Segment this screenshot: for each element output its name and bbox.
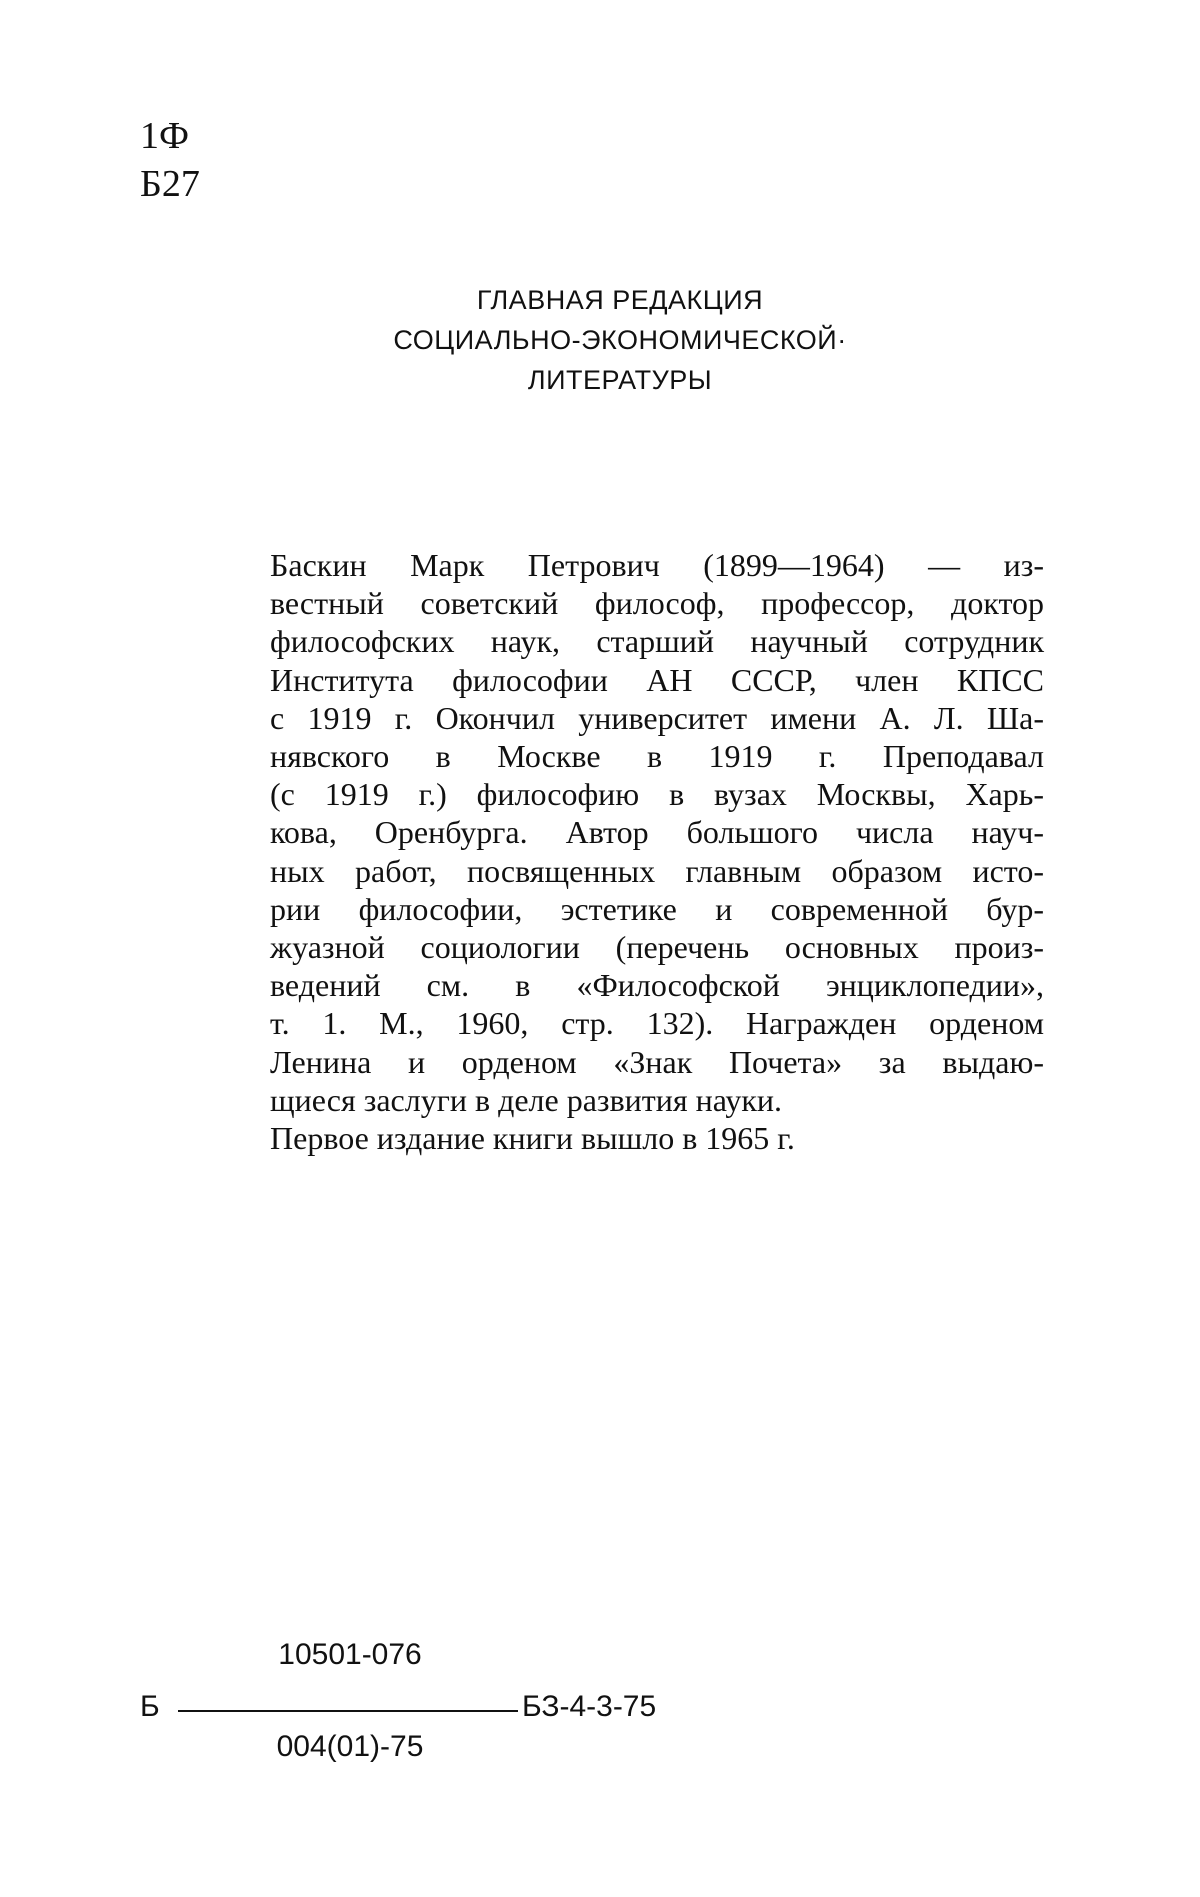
bio-line: щиеся заслуги в деле развития науки. [270, 1081, 782, 1118]
catalog-number [140, 1638, 660, 1788]
publisher-heading [320, 280, 920, 400]
publisher-line-2: СОЦИАЛЬНО-ЭКОНОМИЧЕСКОЙ· [393, 325, 847, 355]
bio-line: (с 1919 г.) философию в вузах Москвы, Харь- [270, 776, 1044, 813]
bio-line: ведений см. в «Философской энциклопедии», [270, 967, 1044, 1004]
catalog-code: БЗ-4-3-75 [522, 1690, 657, 1723]
bio-line: т. 1. М., 1960, стр. 132). Награжден орденом [270, 1005, 1044, 1042]
catalog-numerator: 10501-076 [278, 1638, 422, 1671]
bio-line: ных работ, посвященных главным образом исто- [270, 852, 1044, 889]
first-edition-note: Первое издание книги вышло в 1965 г. [270, 1120, 795, 1157]
bio-line: с 1919 г. Окончил университет имени А. Л. Ша- [270, 699, 1044, 736]
classification-line-1: 1Ф [140, 115, 190, 157]
catalog-denominator: 004(01)-75 [276, 1730, 424, 1763]
bio-line: вестный советский философ, профессор, доктор [270, 585, 1044, 622]
bio-line: Баскин Марк Петрович (1899—1964) — из- [270, 547, 1044, 583]
classification-line-2: Б27 [140, 163, 200, 205]
bio-line: философских наук, старший научный сотрудник [270, 623, 1044, 660]
bio-line: кова, Оренбурга. Автор большого числа науч- [270, 814, 1044, 851]
author-biography [270, 546, 1044, 1157]
catalog-fraction-rule [178, 1710, 518, 1712]
catalog-letter: Б [140, 1690, 160, 1723]
classification-index [140, 112, 200, 208]
bio-line: рии философии, эстетике и современной бур- [270, 890, 1044, 927]
bio-line: Института философии АН СССР, член КПСС [270, 661, 1044, 698]
bio-line: Ленина и орденом «Знак Почета» за выдаю- [270, 1043, 1044, 1080]
bio-line: жуазной социологии (перечень основных произ- [270, 929, 1044, 966]
publisher-line-1: ГЛАВНАЯ РЕДАКЦИЯ [476, 285, 764, 315]
publisher-line-3: ЛИТЕРАТУРЫ [527, 365, 713, 395]
bio-line: нявского в Москве в 1919 г. Преподавал [270, 738, 1044, 775]
